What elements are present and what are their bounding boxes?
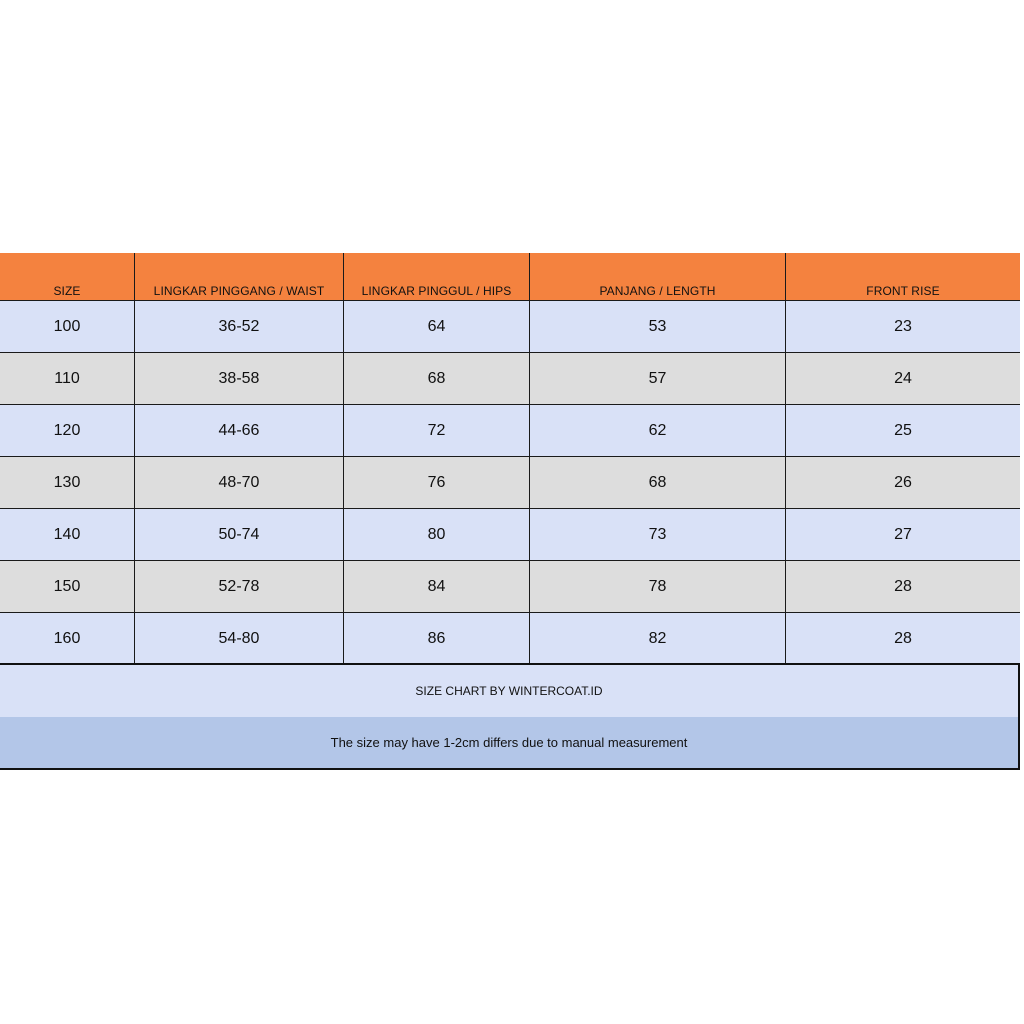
size-chart-footer: [0, 663, 1020, 770]
cell-waist: 36-52: [135, 301, 344, 352]
cell-front-rise: 28: [894, 630, 912, 647]
table-header-row: [0, 253, 1020, 301]
footer-credit: SIZE CHART BY WINTERCOAT.ID: [0, 665, 1018, 717]
cell-front-rise: 28: [894, 577, 912, 595]
header-front-rise: FRONT RISE: [866, 284, 940, 298]
cell-hips: 80: [344, 509, 530, 560]
cell-size: 110: [0, 353, 135, 404]
header-length: PANJANG / LENGTH: [530, 253, 786, 300]
header-hips: LINGKAR PINGGUL / HIPS: [344, 253, 530, 300]
cell-size: 140: [0, 509, 135, 560]
cell-front-rise: 23: [894, 317, 912, 335]
cell-hips: 68: [344, 353, 530, 404]
cell-length: 53: [530, 301, 786, 352]
cell-waist: 44-66: [135, 405, 344, 456]
table-row: [0, 613, 1020, 665]
cell-waist: 54-80: [135, 613, 344, 665]
cell-waist: 38-58: [135, 353, 344, 404]
cell-waist: 52-78: [135, 561, 344, 612]
cell-length: 73: [530, 509, 786, 560]
cell-front-rise: 24: [894, 369, 912, 387]
cell-hips: 84: [344, 561, 530, 612]
cell-front-rise: 25: [894, 421, 912, 439]
cell-front-rise: 27: [894, 525, 912, 543]
cell-length: 62: [530, 405, 786, 456]
size-chart-table: [0, 253, 1020, 665]
cell-hips: 72: [344, 405, 530, 456]
table-row: [0, 561, 1020, 613]
cell-length: 57: [530, 353, 786, 404]
cell-size: 160: [0, 613, 135, 665]
table-row: [0, 301, 1020, 353]
header-size: SIZE: [0, 253, 135, 300]
cell-size: 130: [0, 457, 135, 508]
cell-waist: 48-70: [135, 457, 344, 508]
cell-size: 120: [0, 405, 135, 456]
cell-length: 78: [530, 561, 786, 612]
cell-length: 68: [530, 457, 786, 508]
cell-front-rise: 26: [894, 473, 912, 491]
table-row: [0, 509, 1020, 561]
header-waist: LINGKAR PINGGANG / WAIST: [135, 253, 344, 300]
cell-size: 100: [0, 301, 135, 352]
cell-size: 150: [0, 561, 135, 612]
cell-hips: 76: [344, 457, 530, 508]
table-row: [0, 405, 1020, 457]
footer-note: The size may have 1-2cm differs due to manual measurement: [0, 717, 1018, 768]
cell-hips: 64: [344, 301, 530, 352]
table-row: [0, 353, 1020, 405]
table-row: [0, 457, 1020, 509]
cell-hips: 86: [344, 613, 530, 665]
cell-length: 82: [530, 613, 786, 665]
cell-waist: 50-74: [135, 509, 344, 560]
